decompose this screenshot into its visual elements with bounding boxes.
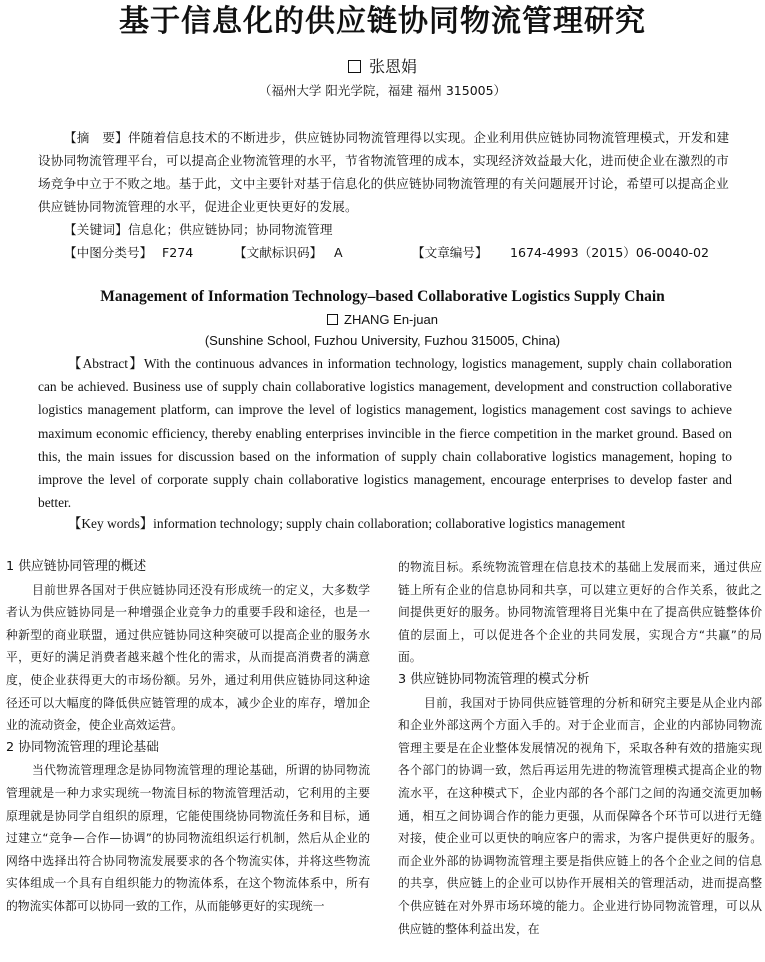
abstract-cn-label: 【摘 要】	[64, 130, 128, 145]
abstract-cn-text: 伴随着信息技术的不断进步，供应链协同物流管理得以实现。企业利用供应链协同物流管理模式，开发和建设协同物流管理平台，可以提高企业物流管理的水平，节省物流管理的成本，实现经济效益最大化，进而使企业在激烈的市场竞争中立于不败之地。基于此，文中主要针对基于信息化的供应链协同物流管理的有关问题展开讨论，希望可以提高企业供应链协同物流管理的水平，促进企业更快更好的发展。	[38, 130, 730, 214]
abstract-en	[38, 352, 732, 514]
author-name-en: ZHANG En-juan	[344, 312, 438, 327]
clc-value: F274	[162, 245, 194, 260]
section-2-paragraph: 当代物流管理理念是协同物流管理的理论基础，所谓的协同物流管理就是一种力求实现统一物流目标的物流管理活动，它利用的主要原理就是协同学自组织的原理，它能使围绕协同物流任务和目标，通过建立“竞争—合作—协调”的协同物流组织运行机制，然后从企业的网络中选择出符合协同物流发展要求的各个物流实体，并将这些物流实体组成一个具有自组织能力的物流体系，在这个物流体系中，所有的物流实体都可以协同一致的工作，从而能够更好的实现统一	[6, 763, 370, 913]
clc-label: 【中图分类号】	[64, 245, 153, 260]
keywords-cn-text: 信息化；供应链协同；协同物流管理	[127, 222, 333, 237]
article-no-label: 【文章编号】	[412, 245, 488, 260]
section-3-paragraph: 目前，我国对于协同供应链管理的分析和研究主要是从企业内部和企业外部这两个方面入手的。对于企业而言，企业的内部协同物流管理主要是在企业整体发展情况的视角下，采取各种有效的措施实现各个部门的协调一致，然后再运用先进的物流管理模式提高企业的物流水平，在这种模式下，企业内部的各个部门之间的沟通交流更加畅通，相互之间协调合作的能力更强，从而保障各个环节可以进行无缝对接，使企业可以更快的响应客户的需求，为客户提供更好的服务。而企业外部的协调物流管理主要是指供应链上的各个企业之间的信息的共享，供应链上的企业可以协作开展相关的管理活动，进而提高整个供应链在对外界市场环境的能力。企业进行协同物流管理，可以从供应链的整体利益出发，在	[398, 695, 762, 936]
paper-title-cn: 基于信息化的供应链协同物流管理研究	[119, 4, 646, 39]
affiliation-en: (Sunshine School, Fuzhou University, Fuzhou 315005, China)	[204, 333, 561, 348]
keywords-en-label: 【Key words】	[68, 516, 154, 531]
abstract-en-text: With the continuous advances in information technology, logistics management, supply chain collaboration can be achieved. Business use of supply chain collaborative logistics management, development and construction collaborative logistics management platform, can improve the level of logistics management, logistics management cost savings to achieve maximum economic efficiency, thereby enabling enterprises invincible in the fierce competition in the market ground. Based on this, the main issues for discussion based on the information of supply chain collaborative logistics management, hoping to improve the level of corporate supply chain collaborative logistics management, encourage enterprises to develop faster and better.	[38, 356, 732, 511]
doc-code-value: A	[334, 245, 343, 260]
body-column-left	[6, 556, 370, 918]
section-2-heading: 2 协同物流管理的理论基础	[6, 739, 159, 755]
abstract-cn	[38, 126, 730, 241]
keywords-cn-label: 【关键词】	[64, 222, 128, 237]
author-name-cn: 张恩娟	[368, 57, 417, 76]
author-box-icon	[348, 60, 361, 73]
section-1-heading: 1 供应链协同管理的概述	[6, 559, 147, 574]
paper-title-en: Management of Information Technology–based Collaborative Logistics Supply Chain	[100, 288, 665, 305]
keywords-en-text: information technology; supply chain collaboration; collaborative logistics management	[153, 516, 626, 531]
keywords-en	[38, 512, 732, 535]
author-box-en-icon	[327, 314, 338, 325]
author-line-cn	[0, 56, 765, 78]
body-column-right	[398, 556, 762, 940]
affiliation-cn: （福州大学 阳光学院，福建 福州 315005）	[258, 83, 507, 98]
section-2-paragraph-cont: 的物流目标。系统物流管理在信息技术的基础上发展而来，通过供应链上所有企业的信息协同和共享，可以建立更好的合作关系，彼此之间提供更好的服务。协同物流管理将目光集中在了提高供应链整体价值的层面上，可以促进各个企业的共同发展，实现合方“共赢”的局面。	[398, 560, 762, 665]
section-1-paragraph: 目前世界各国对于供应链协同还没有形成统一的定义，大多数学者认为供应链协同是一种增强企业竞争力的重要手段和途径，也是一种新型的商业联盟，通过供应链协同这种突破可以提高企业的服务水平，更好的满足消费者越来越个性化的需求，从而提高消费者的满意度，使企业获得更大的市场份额。另外，通过利用供应链协同这种途径还可以大幅度的降低供应链管理的成本，减少企业的库存，增加企业的流动资金，使企业高效运营。	[6, 582, 370, 733]
article-no-value: 1674-4993（2015）06-0040-02	[510, 245, 710, 260]
classification-line	[64, 242, 744, 264]
doc-code-label: 【文献标识码】	[234, 245, 323, 260]
author-line-en	[0, 310, 765, 330]
abstract-en-label: 【Abstract】	[68, 356, 144, 371]
section-3-heading: 3 供应链协同物流管理的模式分析	[398, 671, 590, 687]
